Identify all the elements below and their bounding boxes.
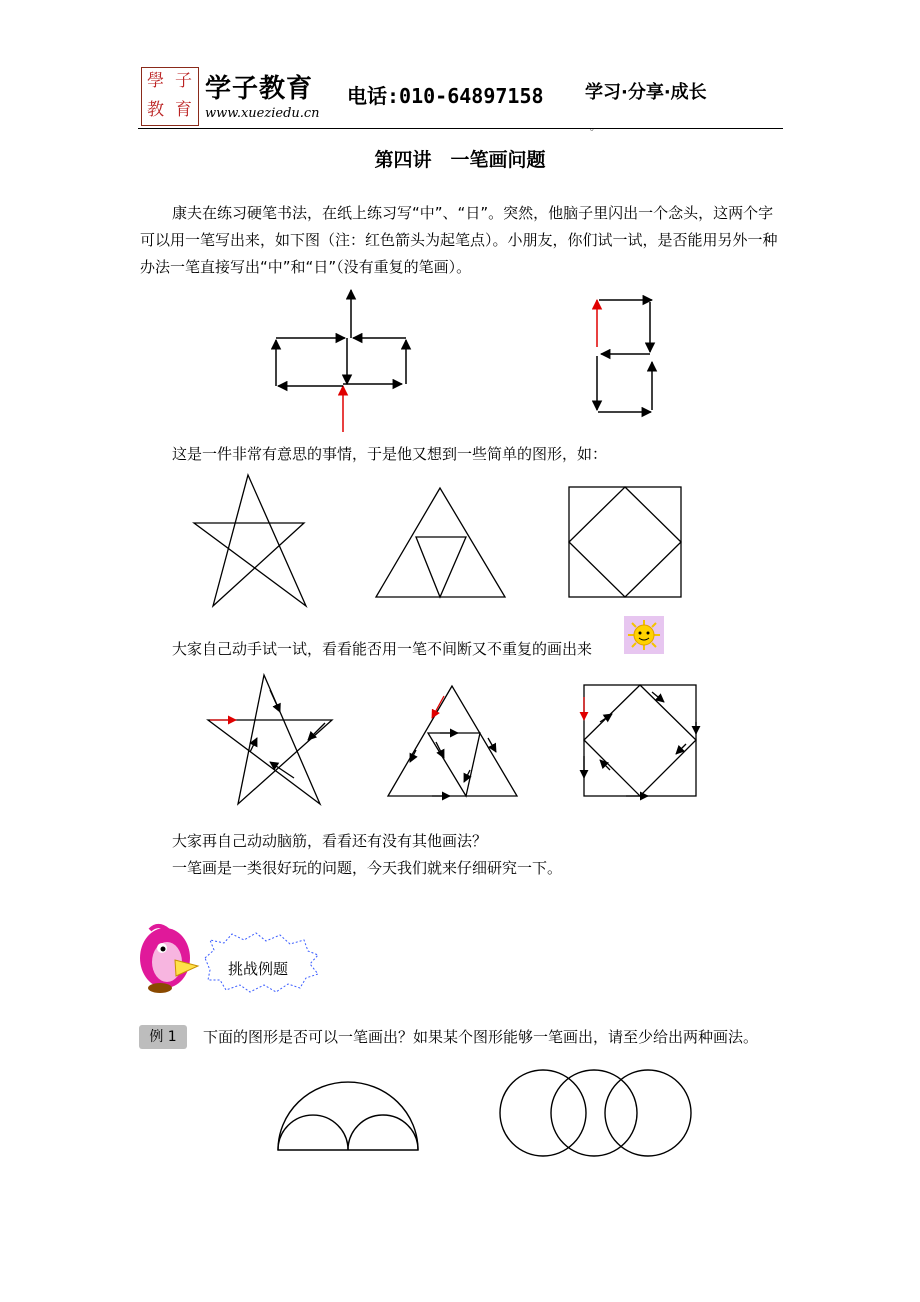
semicircle-figure: [278, 1082, 418, 1150]
example-text: 下面的图形是否可以一笔画出？如果某个图形能够一笔画出，请至少给出两种画法。: [203, 1028, 759, 1046]
line-other-methods: 大家再自己动动脑筋，看看还有没有其他画法？: [172, 832, 488, 850]
logo-char: 育: [175, 100, 192, 120]
square-diamond-shape: [569, 487, 681, 597]
star-shape: [194, 475, 306, 606]
header-dot: 。: [590, 122, 600, 133]
challenge-label: 挑战例题: [228, 960, 289, 978]
logo-char: 子: [175, 71, 192, 91]
line-try-yourself: 大家自己动手试一试，看看能否用一笔不间断又不重复的画出来: [172, 640, 593, 658]
nested-triangle-shape: [376, 488, 505, 597]
brand-name: 学子教育: [205, 74, 314, 104]
triangle-path-shape: [388, 686, 517, 796]
zhong-diagram: [276, 290, 406, 432]
line-simple-shapes: 这是一件非常有意思的事情，于是他又想到一些简单的图形，如：: [172, 445, 608, 463]
logo-char: 學: [147, 71, 164, 91]
line-research: 一笔画是一类很好玩的问题，今天我们就来仔细研究一下。: [172, 859, 563, 877]
mascot-bird-icon: [140, 926, 198, 993]
page-title: 第四讲 一笔画问题: [374, 149, 546, 171]
sun-smiley-icon: [624, 616, 664, 654]
brand-url[interactable]: www.xueziedu.cn: [205, 106, 320, 121]
slogan: 学习·分享·成长: [585, 82, 707, 103]
ri-diagram: [597, 300, 652, 412]
star-path-shape: [208, 675, 332, 804]
phone-number: 电话:010-64897158: [347, 84, 544, 108]
three-circles-figure: [500, 1070, 691, 1156]
logo-char: 教: [147, 100, 164, 120]
intro-paragraph: 康夫在练习硬笔书法，在纸上练习写“中”、“日”。突然，他脑子里闪出一个念头，这两个字可以用一笔写出来，如下图（注：红色箭头为起笔点）。小朋友，你们试一试，是否能用另外一种办法一笔直接写出“中”和“日”（没有重复的笔画）。: [140, 204, 778, 276]
example-badge: 例 1: [139, 1025, 187, 1049]
square-path-shape: [584, 685, 696, 796]
